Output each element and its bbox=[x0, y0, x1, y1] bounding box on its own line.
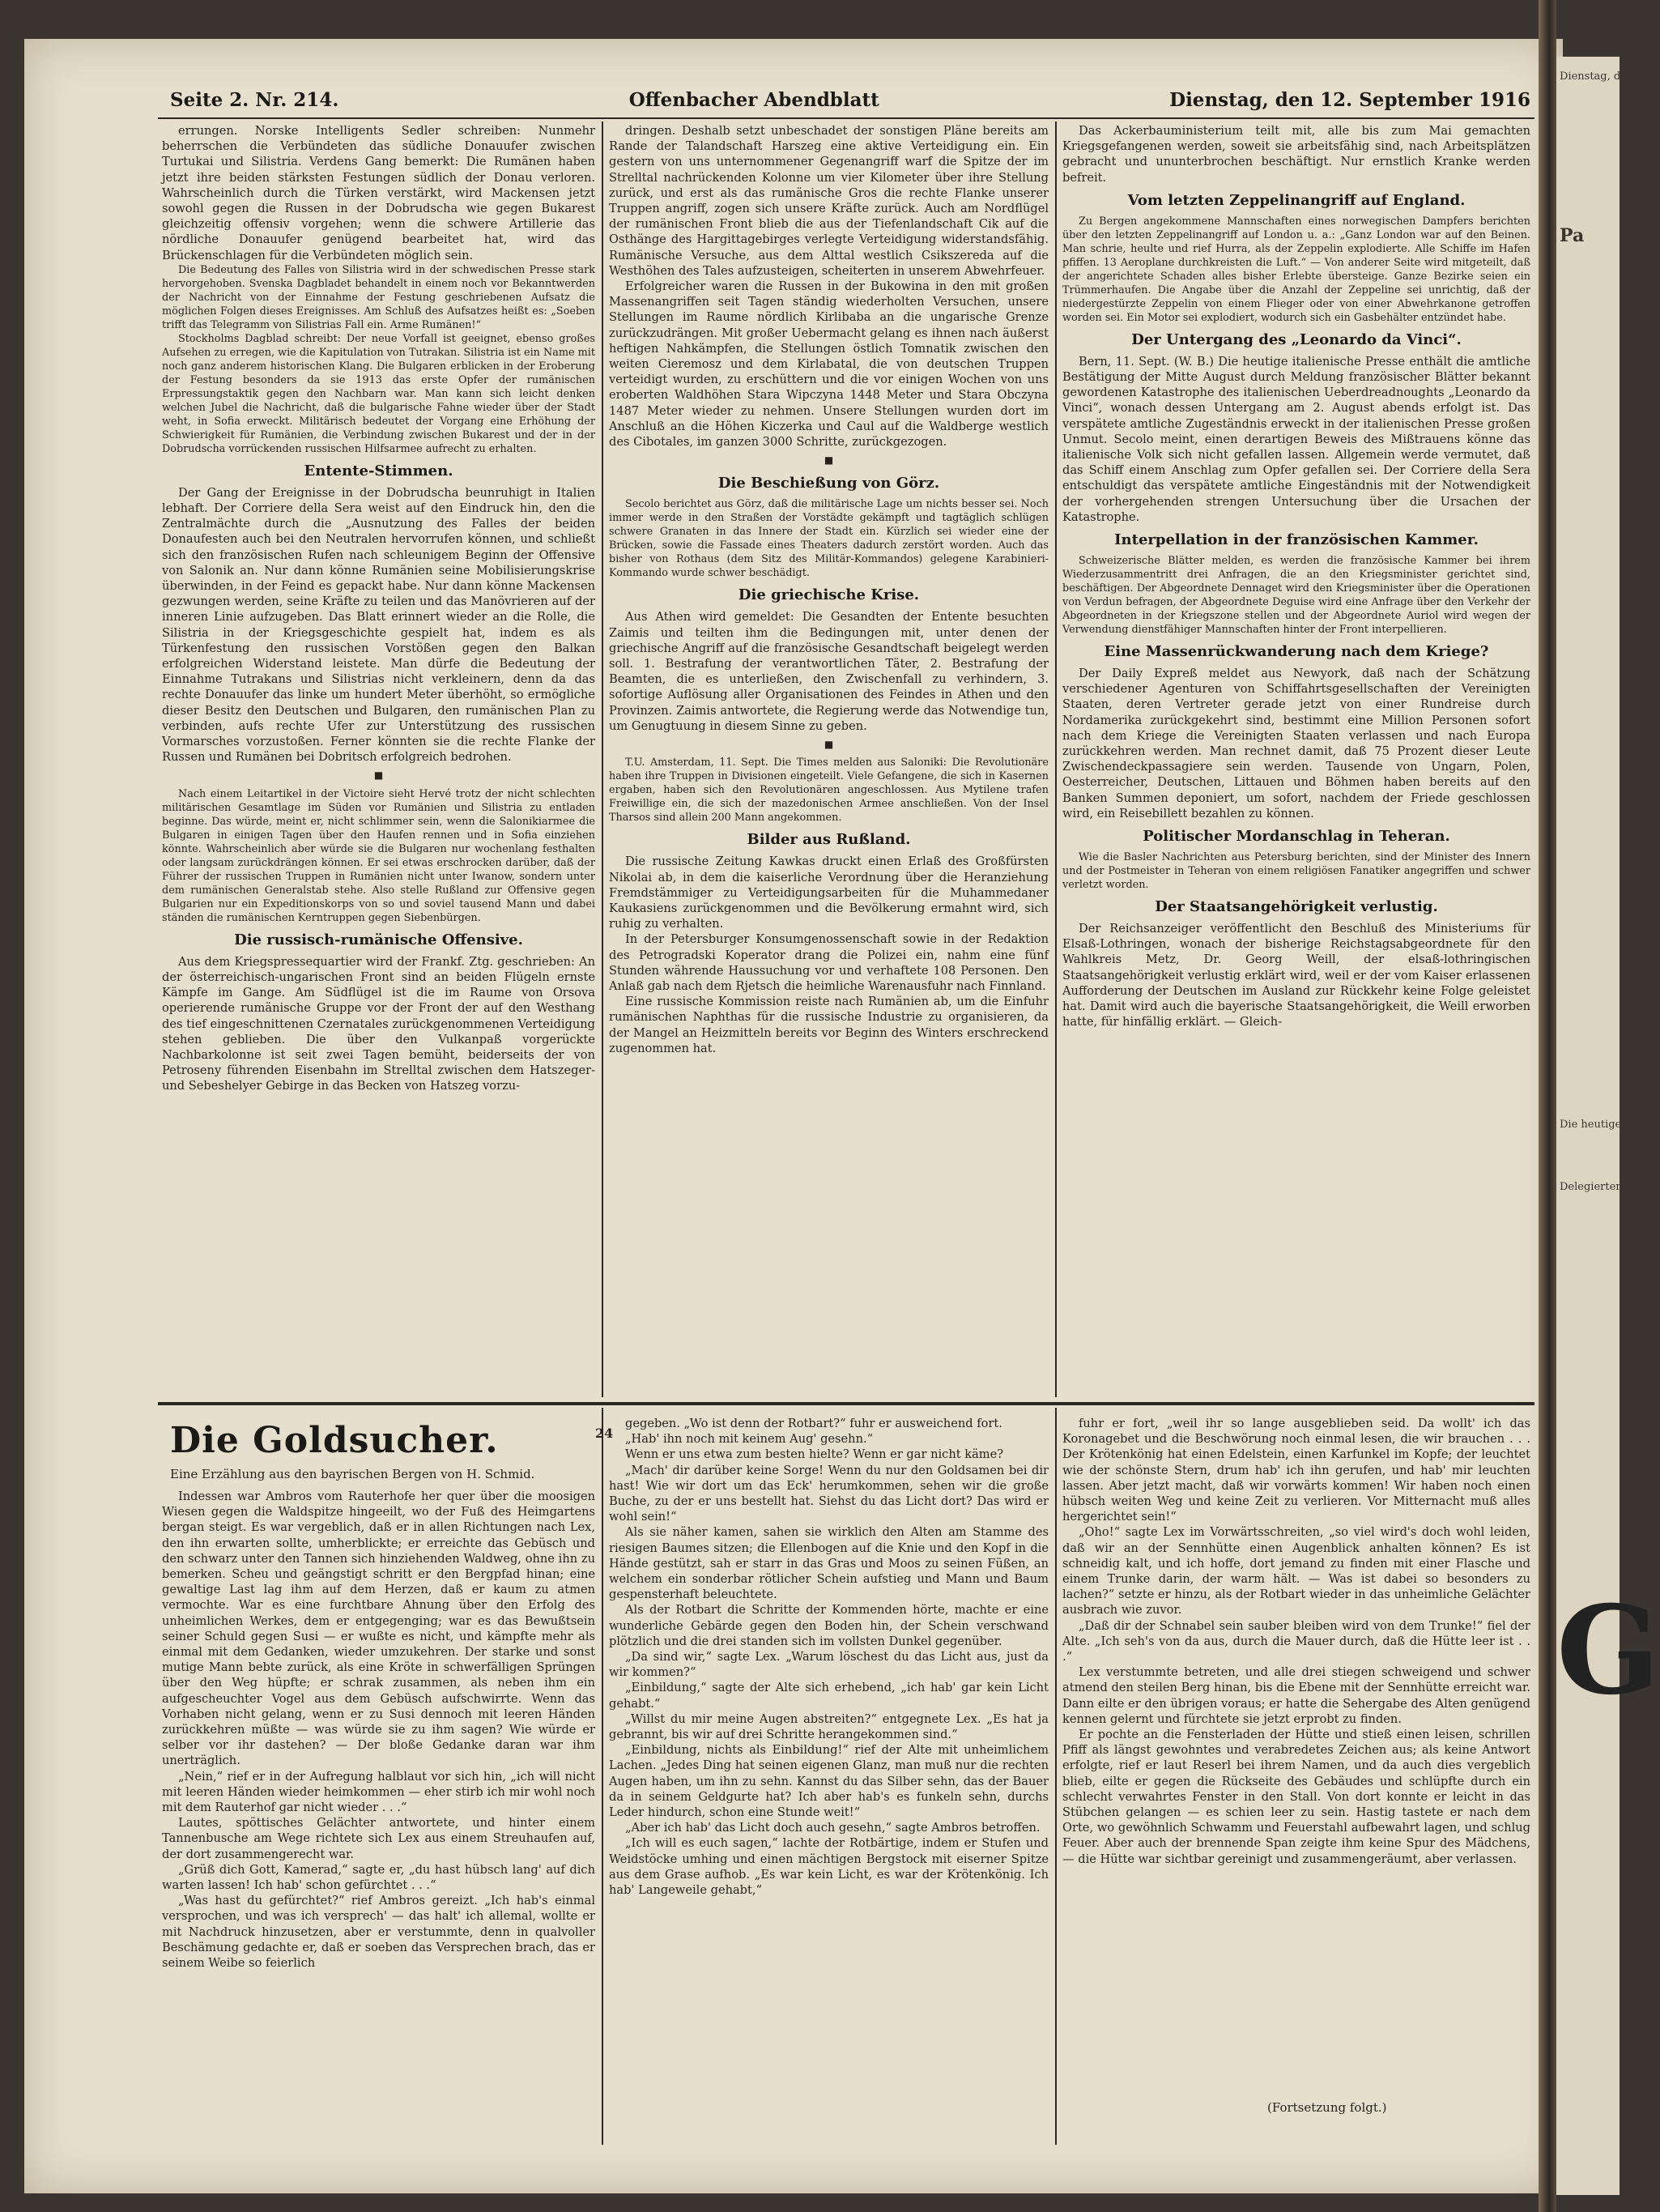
adjacent-text: Delegierter bbox=[1560, 1181, 1621, 1193]
paragraph: Aus Athen wird gemeldet: Die Gesandten der Entente besuchten Zaimis und teilten ihm die Bedingungen mit, unter denen der griechische Angriff auf die französische Gesandtschaft beigelegt werden soll. 1. Bestrafung der verantwortlichen Täter, 2. Bestrafung der Beamten, die es unterließen, den Zwischenfall zu verhindern, 3. sofortige Auflösung aller Organisationen des Feindes in Athen und den Provinzen. Zaimis antwortete, die Regierung werde das Notwendige tun, um Genugtuung in diesem Sinne zu geben. bbox=[609, 610, 1049, 733]
headline-greek-crisis: Die griechische Krise. bbox=[738, 586, 920, 604]
paragraph: Erfolgreicher waren die Russen in der Bukowina in den mit großen Massenangriffen seit Tagen ständig wiederholten Versuchen, unsere Stellungen im Raume nördlich Kirlibaba an die ungarische Grenze zurückzudrängen. Mit großer Uebermacht gelang es ihnen nach äußerst heftigen Nahkämpfen, die Stellungen östlich Tomnatik zwischen den weiten Cieremosz und dem Kirlabatal, die von deutschen Truppen verteidigt wurden, zu erschüttern und die vor einigen Wochen von uns eroberten Waldhöhen Stara Wipczyna 1448 Meter und Stara Obczyna 1487 Meter wieder zu nehmen. Unsere Stellungen wurden dort im Anschluß an die Höhen Kiczerka und Caul auf die Waldberge westlich des Cibotales, im ganzen 3000 Schritte, zurückgezogen. bbox=[609, 279, 1049, 450]
headline-entente: Entente-Stimmen. bbox=[304, 462, 453, 479]
paragraph: Stockholms Dagblad schreibt: Der neue Vorfall ist geeignet, ebenso großes Aufsehen zu erregen, wie die Kapitulation von Tutrakan. Silistria ist ein Name mit noch ganz anderem historischen Klang. Die Bulgaren erblicken in der Eroberung der Festung besonders da sie 1913 das erste Opfer der rumänischen Erpressungstaktik gegen den Nachbarn war. Man kann sich leicht denken welchen Jubel die Nachricht, daß die bulgarische Fahne wieder über der Stadt weht, in Sofia erweckt. Militärisch bedeutet der Vorgang eine Erhöhung der Schwierigkeit für Rumänien, die Verbindung zwischen Bukarest und der in der Dobrudscha vorrückenden russischen Hilfsarmee aufrecht zu erhalten. bbox=[162, 332, 595, 455]
paragraph: „Da sind wir,“ sagte Lex. „Warum löschest du das Licht aus, just da wir kommen?“ bbox=[609, 1650, 1049, 1680]
paragraph: Die Bedeutung des Falles von Silistria wird in der schwedischen Presse stark hervorgehoben. Svenska Dagbladet behandelt in einem noch vor Bekanntwerden der Nachricht von der Einnahme der Festung geschriebenen Aufsatz die möglichen Folgen dieses Ereignisses. Am Schluß des Aufsatzes heißt es: „Soeben trifft das Telegramm von Silistrias Fall ein. Arme Rumänen!“ bbox=[162, 263, 595, 331]
paragraph: Bern, 11. Sept. (W. B.) Die heutige italienische Presse enthält die amtliche Bestätigung der Mitte August durch Meldung französischer Blätter bekannt gewordenen Katastrophe des italienischen Ueberdreadnoughts „Leonardo da Vinci“, wonach dessen Untergang am 2. August abends erfolgt ist. Das verspätete amtliche Zugeständnis erweckt in der italienischen Presse großen Unmut. Secolo meint, einen derartigen Beweis des Mißtrauens könne das italienische Volk sich nicht gefallen lassen. Allgemein werde vermutet, daß das Schiff einem Anschlag zum Opfer gefallen sei. Der Corriere della Sera entschuldigt das verspätete amtliche Eingeständnis mit der Notwendigkeit der vorhergehenden strengen Untersuchung über die Ursachen der Katastrophe. bbox=[1062, 354, 1530, 524]
headline-interpellation: Interpellation in der französischen Kammer. bbox=[1114, 531, 1479, 549]
book-spine bbox=[1539, 0, 1556, 2212]
headline-citizenship: Der Staatsangehörigkeit verlustig. bbox=[1155, 898, 1438, 916]
paragraph: „Willst du mir meine Augen abstreiten?“ entgegnete Lex. „Es hat ja gebrannt, bis wir auf drei Schritte herangekommen sind.“ bbox=[609, 1711, 1049, 1742]
paragraph: Als der Rotbart die Schritte der Kommenden hörte, machte er eine wunderliche Gebärde gegen den Boden hin, der Schein verschwand plötzlich und die drei standen sich im vollsten Dunkel gegenüber. bbox=[609, 1603, 1049, 1648]
paragraph: Secolo berichtet aus Görz, daß die militärische Lage um nichts besser sei. Noch immer werde in den Straßen der Vorstädte gekämpft und tagtäglich schlügen schwere Granaten in das Innere der Stadt ein. Kürzlich sei wieder eine der Brücken, sowie die Fassade eines Theaters dadurch zerstört worden. Auch das bisher von Rothaus (dem Sitz des Militär-Kommandos) gelegene Karabinieri-Kommando wurde schwer beschädigt. bbox=[609, 498, 1049, 580]
paragraph: „Einbildung, nichts als Einbildung!“ rief der Alte mit unheimlichem Lachen. „Jedes Ding hat seinen eigenen Glanz, man muß nur die rechten Augen haben, um ihn zu sehn. Kannst du das Silber sehn, das der Bauer da in seinem Geldgurte hat? Ich aber hab's es funkeln sehn, durchs Leder hindurch, schon eine Stunde weit!“ bbox=[609, 1743, 1049, 1820]
adjacent-text: Die heutige bbox=[1560, 1119, 1622, 1131]
paragraph: In der Petersburger Konsumgenossenschaft sowie in der Redaktion des Petrogradski Koperator drang die Polizei ein, nahm eine fünf Stunden währende Haussuchung vor und verhaftete 108 Personen. Den Anlaß gab nach dem Rjetsch die heimliche Warenausfuhr nach Finnland. bbox=[609, 932, 1049, 993]
column-2 bbox=[609, 123, 1049, 1395]
paragraph: „Grüß dich Gott, Kamerad,“ sagte er, „du hast hübsch lang' auf dich warten lassen! Ich hab' schon gefürchtet . . .“ bbox=[162, 1862, 595, 1893]
separator: ■ bbox=[824, 739, 834, 751]
paragraph: Eine russische Kommission reiste nach Rumänien ab, um die Einfuhr rumänischen Naphthas für die russische Industrie zu organisieren, da der Mangel an Heizmitteln bereits vor Beginn des Winters erschreckend zugenommen hat. bbox=[609, 995, 1049, 1055]
paragraph: Lautes, spöttisches Gelächter antwortete, und hinter einem Tannenbusche am Wege richtete sich Lex aus einem Streuhaufen auf, der dort zusammengerecht war. bbox=[162, 1816, 595, 1861]
paragraph: Das Ackerbauministerium teilt mit, alle bis zum Mai gemachten Kriegsgefangenen werden, soweit sie arbeitsfähig sind, nach Arbeitsplätzen gebracht und ununterbrochen beschäftigt. Nur ernstlich Kranke werden befreit. bbox=[1062, 124, 1530, 185]
headline-russia: Bilder aus Rußland. bbox=[747, 831, 911, 849]
installment-number: 24 bbox=[595, 1426, 614, 1441]
story-title: Die Goldsucher. bbox=[170, 1420, 499, 1461]
paragraph: T.U. Amsterdam, 11. Sept. Die Times melden aus Saloniki: Die Revolutionäre haben ihre Truppen in Divisionen eingeteilt. Viele Gefangene, die sich in Kasernen ergaben, haben sich den Revolutionären angeschlossen. Aus Mytilene trafen Freiwillige ein, die sich der mazedonischen Armee anschließen. Von der Insel Tharsos sind allein 200 Mann angekommen. bbox=[609, 757, 1049, 825]
paragraph: „Oho!“ sagte Lex im Vorwärtsschreiten, „so viel wird's doch wohl leiden, daß wir an der Sennhütte einen Augenblick anhalten können? Es ist schneidig kalt, und ich hoffe, dort jemand zu finden mit einer Flasche und einem Trunke darin, der warm hält. — Was ist dabei so besonders zu lachen?“ setzte er hinzu, als der Rotbart wieder in das unheimliche Gelächter ausbrach wie zuvor. bbox=[1062, 1525, 1530, 1617]
paragraph: Der Daily Expreß meldet aus Newyork, daß nach der Schätzung verschiedener Agenturen von Schiffahrtsgesellschaften der Vereinigten Staaten, deren Vertreter gerade jetzt von einer Rundreise durch Nordamerika zurückgekehrt sind, bestimmt eine Million Personen sofort nach dem Kriege die Vereinigten Staaten verlassen und nach Europa zurückkehren werden. Man rechnet damit, daß 75 Prozent dieser Leute Zwischendeckpassagiere sein werden. Tausende von Ungarn, Polen, Oesterreicher, Deutschen, Littauen und Böhmen haben bereits auf den Banken Summen deponiert, um sofort, nachdem der Friede geschlossen wird, ein Reisebillett bezahlen zu können. bbox=[1062, 667, 1530, 820]
story-column-2 bbox=[609, 1416, 1049, 2141]
paragraph: Die russische Zeitung Kawkas druckt einen Erlaß des Großfürsten Nikolai ab, in dem die kaiserliche Verordnung über die Heranziehung Fremdstämmiger zu Verteidigungsarbeiten für die Muhammedaner Kaukasiens zurückgenommen und die Bevölkerung ermahnt wird, sich ruhig zu verhalten. bbox=[609, 855, 1049, 931]
paragraph: Der Reichsanzeiger veröffentlicht den Beschluß des Ministeriums für Elsaß-Lothringen, wonach der bisherige Reichstagsabgeordnete für den Wahlkreis Metz, Dr. Georg Weill, der elsaß-lothringischen Staatsangehörigkeit verlustig erklärt wird, weil er der vom Kaiser erlassenen Aufforderung der Deutschen im Ausland zur Rückkehr keine Folge geleistet hat. Damit wird auch die bayerische Staatsangehörigkeit, die Weill erworben hatte, für hinfällig erklärt. — Gleich- bbox=[1062, 922, 1530, 1029]
column-divider bbox=[602, 1408, 603, 2145]
continued-note: (Fortsetzung folgt.) bbox=[1267, 2100, 1387, 2115]
paragraph: errungen. Norske Intelligents Sedler schreiben: Nunmehr beherrschen die Verbündeten das südliche Donauufer zwischen Turtukai und Silistria. Verdens Gang bemerkt: Die Rumänen haben jetzt ihre beiden stärksten Festungen südlich der Donau verloren. Wahrscheinlich durch die Türken verstärkt, wird Mackensen jetzt sowohl gegen die Russen in der Dobrudscha wie gegen Bukarest gleichzeitig offensiv vorgehen; wenn die schwere Artillerie das nördliche Donauufer genügend bearbeitet hat, wird das Brückenschlagen für die Verbündeten möglich sein. bbox=[162, 124, 595, 262]
paragraph: „Einbildung,“ sagte der Alte sich erhebend, „ich hab' gar kein Licht gehabt.“ bbox=[609, 1681, 1049, 1711]
column-3 bbox=[1062, 123, 1530, 1395]
adjacent-text: Dienstag, den bbox=[1560, 70, 1634, 83]
column-divider bbox=[1055, 1408, 1057, 2145]
paragraph: „Daß dir der Schnabel sein sauber bleiben wird von dem Trunke!“ fiel der Alte. „Ich seh's von da aus, durch die Mauer durch, daß die Hütte leer ist . . .“ bbox=[1062, 1618, 1530, 1664]
story-column-3 bbox=[1062, 1416, 1530, 2092]
paragraph: fuhr er fort, „weil ihr so lange ausgeblieben seid. Da wollt' ich das Koronagebet und die Beschwörung noch einmal lesen, die wir brauchen . . . Der Krötenkönig hat einen Edelstein, einen Karfunkel im Kopfe; der leuchtet wie der schönste Stern, drum hab' ich ihn gerufen, und hab' mir leuchten lassen. Aber jetzt macht, daß wir vorwärts kommen! Wir haben noch einen hübsch weiten Weg und keine Zeit zu verlieren. Vor Mitternacht muß alles hergerichtet sein!“ bbox=[1062, 1417, 1530, 1524]
paragraph: Als sie näher kamen, sahen sie wirklich den Alten am Stamme des riesigen Baumes sitzen; die Ellenbogen auf die Knie und den Kopf in die Hände gestützt, sah er starr in das Gras und Moos zu seinen Füßen, an welchem ein sonderbar rötlicher Schein aufstieg und Mann und Baum gespensterhaft beleuchtete. bbox=[609, 1525, 1049, 1602]
adjacent-page-edge bbox=[1556, 57, 1660, 2195]
headline-leonardo: Der Untergang des „Leonardo da Vinci“. bbox=[1131, 330, 1462, 348]
issue-date: Dienstag, den 12. September 1916 bbox=[1169, 89, 1530, 111]
paragraph: Wie die Basler Nachrichten aus Petersburg berichten, sind der Minister des Innern und der Postmeister in Teheran von einem religiösen Fanatiker angegriffen und schwer verletzt worden. bbox=[1062, 851, 1530, 892]
adjacent-text: Pa bbox=[1560, 225, 1585, 246]
newspaper-page bbox=[24, 39, 1563, 2193]
paragraph: Zu Bergen angekommene Mannschaften eines norwegischen Dampfers berichten über den letzten Zeppelinangriff auf London u. a.: „Ganz London war auf den Beinen. Man schrie, heulte und rief Hurra, als der Zeppelin explodierte. Alle Schiffe im Hafen pfiffen. 13 Aeroplane durchkreisten die Luft.“ — Von anderer Seite wird mitgeteilt, daß der angerichtete Schaden alles bisher Erlebte übersteige. Ganze Bezirke seien ein Trümmerhaufen. Die Angabe über die Anzahl der Zeppeline sei unrichtig, daß der niedergestürzte Zeppelin von einem Flieger oder von einer Abwehrkanone getroffen worden sei. Ein Motor sei explodiert, wodurch sich ein Gasbehälter entzündet habe. bbox=[1062, 215, 1530, 324]
paragraph: gegeben. „Wo ist denn der Rotbart?“ fuhr er ausweichend fort. bbox=[625, 1417, 1002, 1430]
header-rule bbox=[158, 117, 1534, 119]
headline-emigration: Eine Massenrückwanderung nach dem Kriege? bbox=[1104, 643, 1489, 661]
column-1 bbox=[162, 123, 595, 1395]
separator: ■ bbox=[824, 454, 834, 467]
feuilleton-rule bbox=[158, 1402, 1534, 1405]
paragraph: Wenn er uns etwa zum besten hielte? Wenn er gar nicht käme? bbox=[625, 1447, 1004, 1462]
story-subtitle: Eine Erzählung aus den bayrischen Bergen von H. Schmid. bbox=[170, 1467, 535, 1481]
page-number: Seite 2. Nr. 214. bbox=[170, 89, 339, 111]
paragraph: „Was hast du gefürchtet?“ rief Ambros gereizt. „Ich hab's einmal versprochen, und was ich versprech' — das halt' ich allemal, wollte er mit Nachdruck hinzusetzen, aber er verstummte, denn in qualvoller Beschämung gedachte er, daß er soeben das Versprechen brach, das er seinem Weibe so feierlich bbox=[162, 1894, 595, 1971]
paragraph: Indessen war Ambros vom Rauterhofe her quer über die moosigen Wiesen gegen die Waldspitze hingeeilt, wo der Fuß des Heimgartens bergan steigt. Es war vergeblich, daß er in allen Richtungen nach Lex, den ihn erwarten sollte, umherblickte; er erreichte das Gebüsch und den schwarz unter den Tannen sich hinziehenden Waldweg, ohne ihn zu bemerken. Scheu und geängstigt schritt er den Bergpfad hinan; eine gewaltige Last lag ihm auf dem Herzen, daß er kaum zu atmen vermochte. War es eine furchtbare Ahnung über den Erfolg des unheimlichen Werkes, dem er entgegenging; war es das Bewußtsein seiner Schuld gegen Susi — er wußte es nicht, und kämpfte mehr als einmal mit dem Gedanken, wieder umzukehren. Der starke und sonst mutige Mann bebte zurück, als eine Kröte in schwerfälligen Sprüngen über den Weg hüpfte; er schrak zusammen, als neben ihm ein aufgescheuchter Vogel aus dem Gebüsch aufschwirrte. Wenn das Vorhaben nicht gelang, wenn er zu Susi dennoch mit leeren Händen zurückkehren müßte — was würde sie zu ihm sagen? Wie würde er selber vor ihr dastehen? — Der bloße Gedanke daran war ihm unerträglich. bbox=[162, 1490, 595, 1768]
separator: ■ bbox=[373, 769, 384, 782]
paragraph: Aus dem Kriegspressequartier wird der Frankf. Ztg. geschrieben: An der österreichisch-ungarischen Front sind an beiden Flügeln ernste Kämpfe im Gange. Am Südflügel ist die im Raume von Orsova operierende rumänische Gruppe vor der Front der auf den Westhang des tief eingeschnittenen Czernatales zurückgenommenen Verteidigung stehen geblieben. Die über den Vulkanpaß vorgerückte Nachbarkolonne ist seit zwei Tagen bemüht, beiderseits der von Petroseny führenden Eisenbahn im Strelltal zwischen dem Hatszeger- und Sebeshelyer Gebirge in das Becken von Hatszeg vorzu- bbox=[162, 954, 595, 1093]
paragraph: Er pochte an die Fensterladen der Hütte und stieß einen leisen, schrillen Pfiff als längst gewohntes und verabredetes Zeichen aus; als keine Antwort erfolgte, rief er laut Reserl bei ihrem Namen, und da auch dies vergeblich blieb, eilte er gegen die Rückseite des Gebäudes und schlüpfte durch ein schlecht verwahrtes Fenster in den Stall. Von dort konnte er leicht in das Stübchen gelangen — es schien leer zu sein. Hastig tastete er nach dem Orte, wo gewöhnlich Schwamm und Feuerstahl aufbewahrt lagen, und schlug Feuer. Aber auch der brennende Span zeigte ihm keine Spur des Mädchens, — die Hütte war sichtbar gereinigt und zusammengeräumt, aber verlassen. bbox=[1062, 1728, 1530, 1866]
story-column-1 bbox=[162, 1489, 595, 2141]
paragraph: Nach einem Leitartikel in der Victoire sieht Hervé trotz der nicht schlechten militärischen Gesamtlage im Süden vor Rumänien und Silistria zu entladen beginne. Das würde, meint er, nicht schlimmer sein, wenn die Salonikiarmee die Bulgaren in einigen Tagen über den Haufen rennen und in Sofia einziehen könnte. Wahrscheinlich aber würde sie die Bulgaren nur wochenlang festhalten oder langsam zurückdrängen können. Er sei etwas erschrocken darüber, daß der Führer der russischen Truppen in Rumänien nicht unter Iwanow, sondern unter dem rumänischen Generalstab stehe. Also stelle Rußland zur Offensive gegen Bulgarien nur ein Expeditionskorps von so und soviel tausend Mann und dabei ständen die rumänischen Kerntruppen gegen Siebenbürgen. bbox=[162, 787, 595, 924]
headline-goerz: Die Beschießung von Görz. bbox=[717, 475, 940, 492]
headline-offensive: Die russisch-rumänische Offensive. bbox=[234, 931, 523, 948]
paragraph: dringen. Deshalb setzt unbeschadet der sonstigen Pläne bereits am Rande der Talandschaft Harszeg eine aktive Verteidigung ein. Ein gestern von uns unternommener Gegenangriff warf die Spitze der im Strelltal nachrückenden Kolonne um vier Kilometer über ihre Stellung zurück, und erst als das rumänische Gros die rechte Flanke unserer Truppen angriff, zogen sich unsere Kräfte zurück. Auch am Nordflügel der rumänischen Front blieb die aus der Tiefenlandschaft Cik auf die Osthänge des Hargittagebirges verlegte Verteidigung widerstandsfähig. Rumänische Versuche, aus dem Alttal westlich Csikszereda auf die Westhöhen des Tales aufzusteigen, scheiterten in unserem Abwehrfeuer. bbox=[609, 124, 1049, 278]
paragraph: Lex verstummte betreten, und alle drei stiegen schweigend und schwer atmend den steilen Berg hinan, bis die Ebene mit der Sennhütte erreicht war. Dann eilte er den übrigen voraus; er hatte die Sehergabe des Alten genügend kennen gelernt und fürchtete sie jetzt erprobt zu finden. bbox=[1062, 1665, 1530, 1726]
column-divider bbox=[602, 121, 603, 1397]
paragraph: Schweizerische Blätter melden, es werden die französische Kammer bei ihrem Wiederzusammentritt drei Anfragen, die an den Kriegsminister gerichtet sind, beschäftigen. Der Abgeordnete Dennaget wird den Kriegsminister über die Operationen von Verdun befragen, der Abgeordnete Deguise wird eine Anfrage über den Verkehr der Abgeordneten in der Kriegszone stellen und der Abgeordnete Auriol wird wegen der Verwendung dienstfähiger Mannschaften hinter der Front interpellieren. bbox=[1062, 555, 1530, 637]
paragraph: „Hab' ihn noch mit keinem Aug' gesehn.“ bbox=[625, 1432, 874, 1447]
paragraph: Der Gang der Ereignisse in der Dobrudscha beunruhigt in Italien lebhaft. Der Corriere della Sera weist auf den Eindruck hin, den die Zentralmächte durch die „Ausnutzung des Falles der beiden Donaufesten auch bei den Neutralen hervorrufen können, und schließt sich den französischen Rufen nach schleunigem Beginn der Offensive von Salonik an. Nur dann könne Rumänien seine Mobilisierungskrise überwinden, in der Feind es gepackt habe. Nur dann könne Mackensen gezwungen werden, seine Kräfte zu teilen und das Manövrieren auf der inneren Linie aufzugeben. Das Blatt erinnert wieder an die Rolle, die Silistria in der Kriegsgeschichte gespielt hat, indem es als Türkenfestung den russischen Vorstößen gegen den Balkan erfolgreichen Widerstand leistete. Man dürfe die Bedeutung der Einnahme Tutrakans und Silistrias nicht verkleinern, denn da das rechte Donauufer das linke um hundert Meter überhöht, so ermögliche dieser Besitz den Deutschen und Bulgaren, den rumänischen Plan zu verbinden, aufs rechte Ufer zur Unterstützung des russischen Vormarsches vorzustoßen. Ferner könnten sie die rechte Flanke der Russen und Rumänen bei Dobritsch erfolgreich bedrohen. bbox=[162, 485, 595, 765]
headline-zeppelin: Vom letzten Zeppelinangriff auf England. bbox=[1127, 191, 1466, 209]
headline-teheran: Politischer Mordanschlag in Teheran. bbox=[1143, 828, 1450, 846]
adjacent-big-letter: G bbox=[1556, 1579, 1660, 1722]
masthead bbox=[170, 89, 1530, 117]
paragraph: „Aber ich hab' das Licht doch auch gesehn,“ sagte Ambros betroffen. bbox=[625, 1821, 1041, 1835]
paragraph: „Nein,“ rief er in der Aufregung halblaut vor sich hin, „ich will nicht mit leeren Händen wieder heimkommen — eher stirb ich mir wohl noch mit dem Rauterhof gar nicht wieder . . .“ bbox=[162, 1769, 595, 1815]
paragraph: „Mach' dir darüber keine Sorge! Wenn du nur den Goldsamen bei dir hast! Wie wir dort um das Eck' herumkommen, sehen wir die große Buche, zu der er uns bestellt hat. Siehst du das Licht dort? Das wird er wohl sein!“ bbox=[609, 1463, 1049, 1524]
paragraph: „Ich will es euch sagen,“ lachte der Rotbärtige, indem er Stufen und Weidstöcke umhing und einen mächtigen Bergstock mit eiserner Spitze aus dem Grase aufhob. „Es war kein Licht, es war der Krötenkönig. Ich hab' Langeweile gehabt,“ bbox=[609, 1836, 1049, 1898]
newspaper-title: Offenbacher Abendblatt bbox=[628, 89, 879, 111]
column-divider bbox=[1055, 121, 1057, 1397]
